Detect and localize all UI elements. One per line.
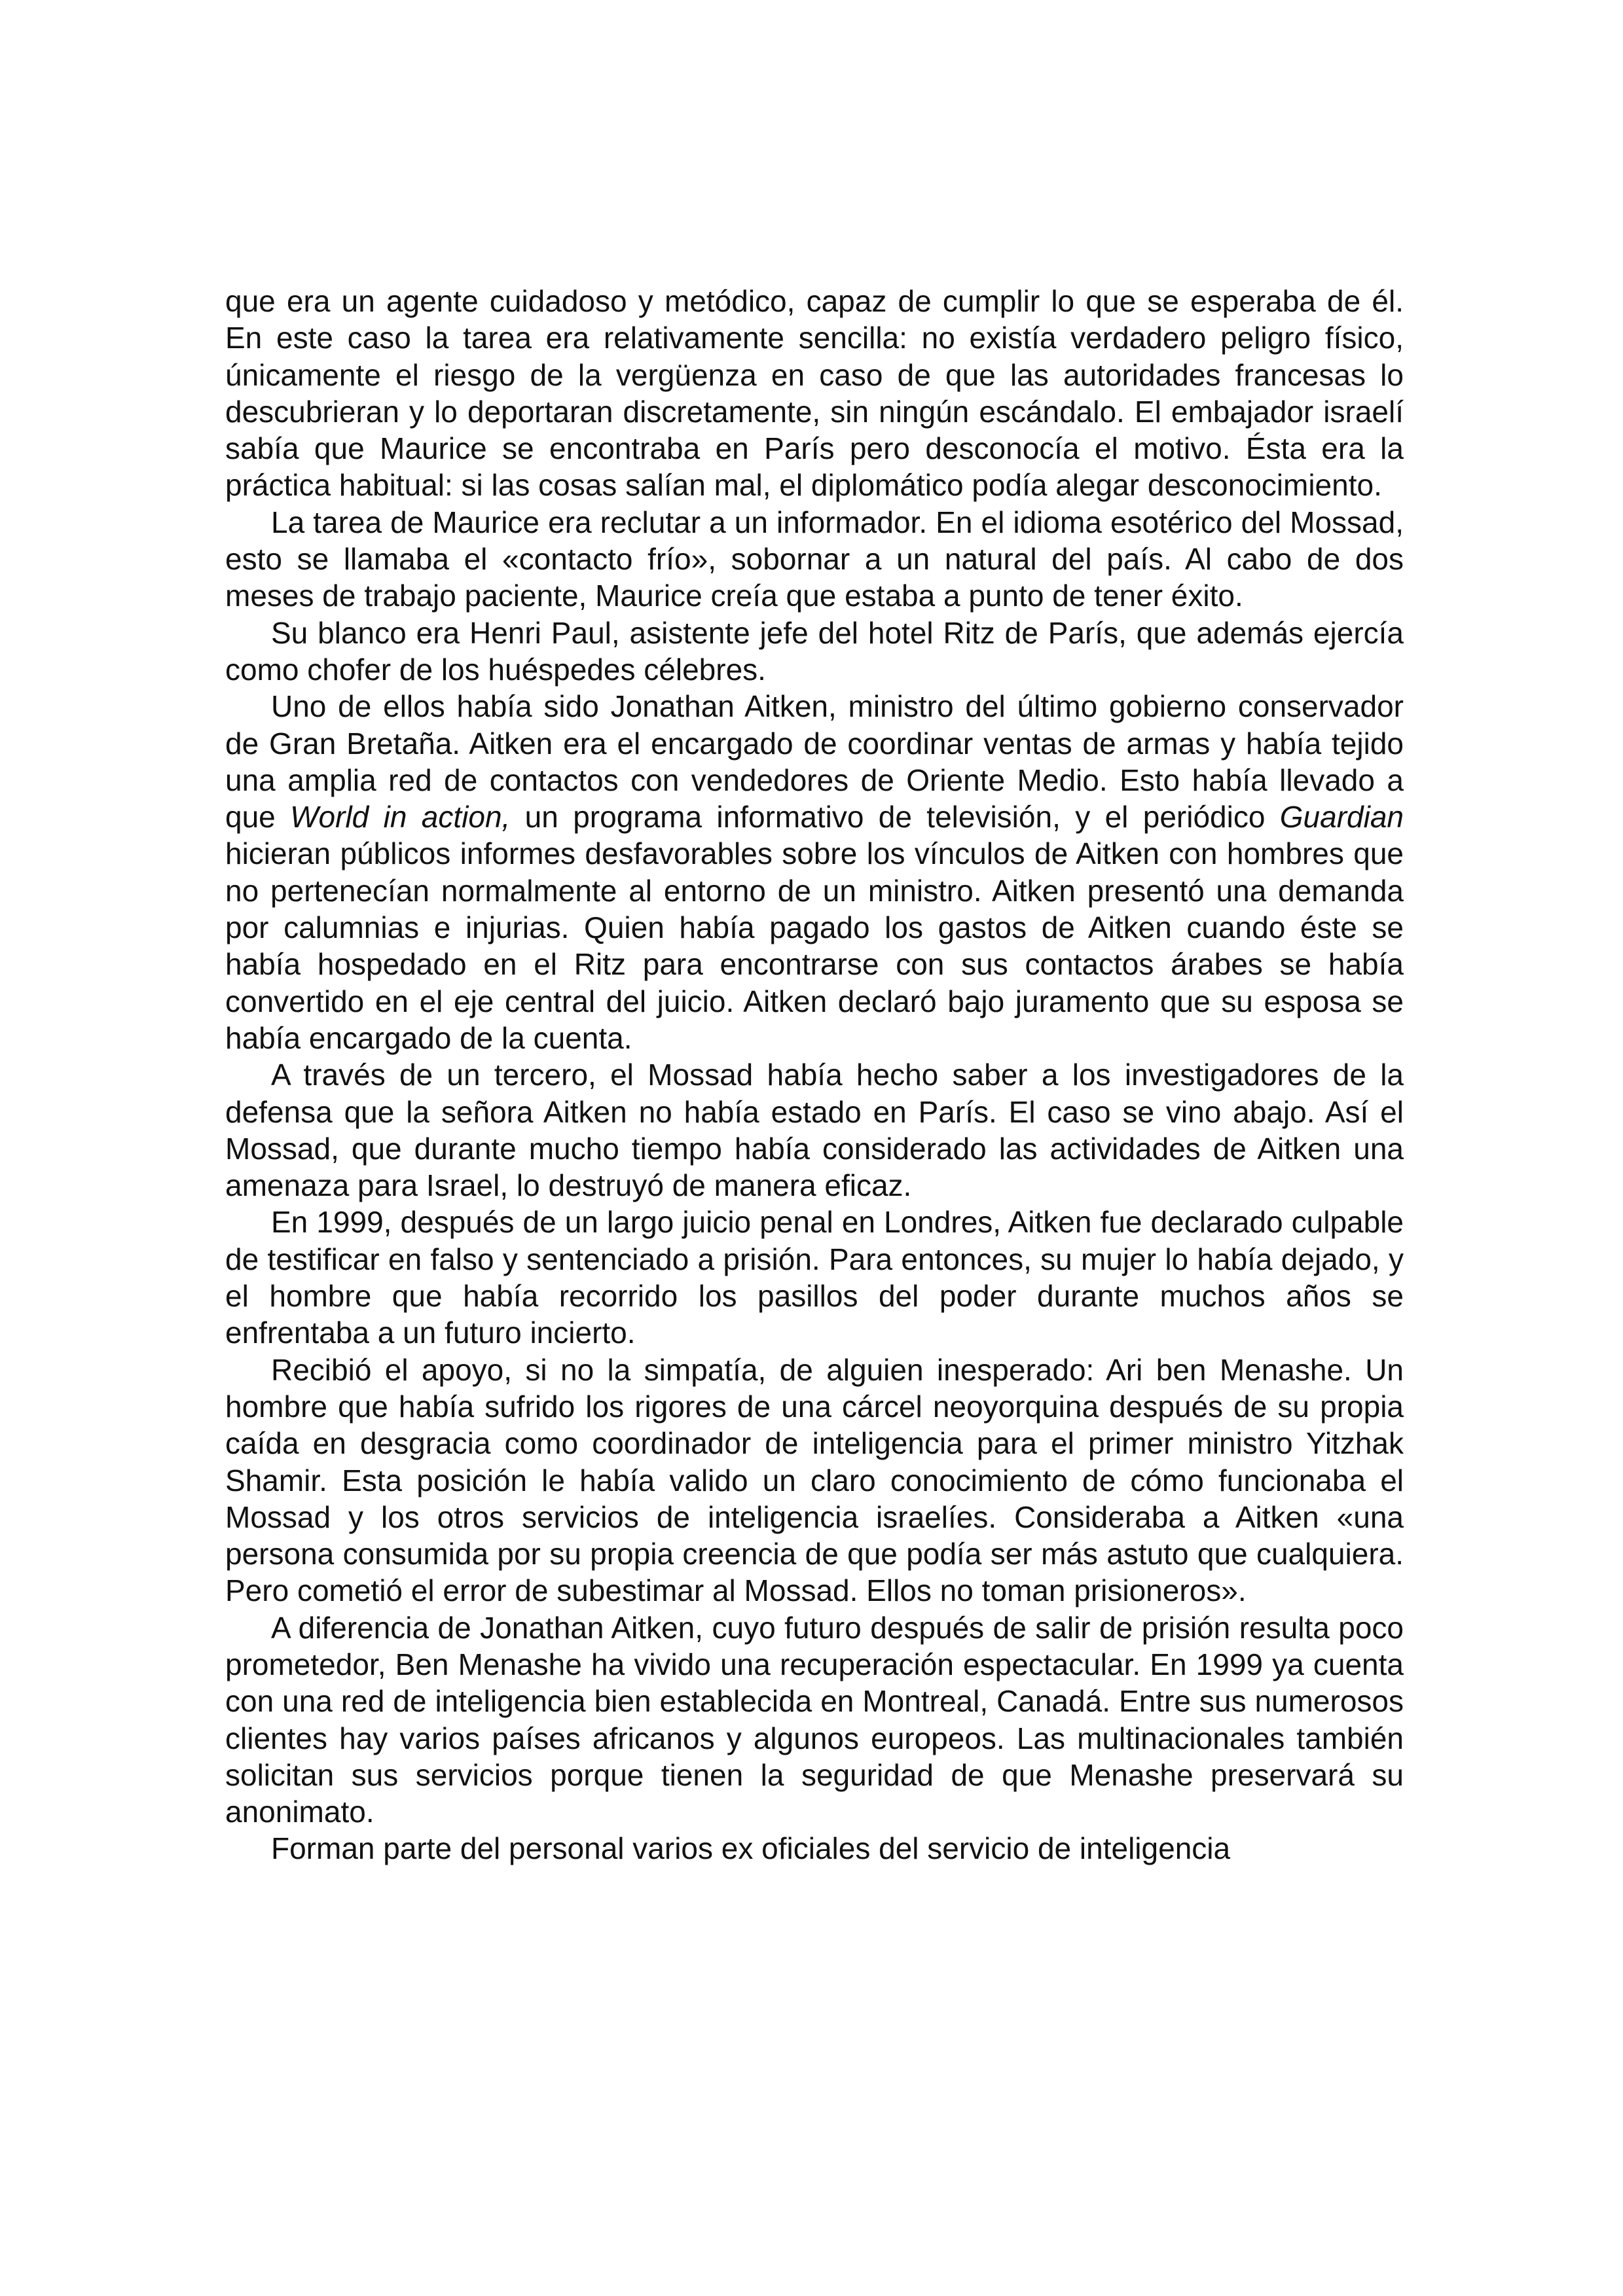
text-run: En 1999, después de un largo juicio penal en Londres, Aitken fue declarado culpable de testificar en falso y sentenciado a prisión. Para entonces, su mujer lo había dejado, y el hombre que había recorrido los pasillos del poder durante muchos años se enfrentaba a un futuro incierto. <box>225 1205 1404 1350</box>
italic-title: World in action, <box>290 800 511 834</box>
text-run: A diferencia de Jonathan Aitken, cuyo futuro después de salir de prisión resulta poco prometedor, Ben Menashe ha vivido una recuperación espectacular. En 1999 ya cuenta con una red de inteligencia bien establecida en Montreal, Canadá. Entre sus numerosos clientes hay varios países africanos y algunos europeos. Las multinacionales también solicitan sus servicios porque tienen la seguridad de que Menashe preservará su anonimato. <box>225 1610 1404 1829</box>
paragraph <box>225 1056 1404 1204</box>
text-run: Uno de ellos había sido Jonathan Aitken, ministro del último gobierno conservador de Gran Bretaña. Aitken era el encargado de coordinar ventas de armas y había tejido una amplia red de contactos con vendedores de Oriente Medio. Esto había llevado a que <box>225 689 1404 834</box>
text-run: Forman parte del personal varios ex oficiales del servicio de inteligencia <box>271 1831 1231 1866</box>
paragraph <box>225 688 1404 1056</box>
text-run: La tarea de Maurice era reclutar a un informador. En el idioma esotérico del Mossad, esto se llamaba el «contacto frío», sobornar a un natural del país. Al cabo de dos meses de trabajo paciente, Maurice creía que estaba a punto de tener éxito. <box>225 505 1404 613</box>
paragraph <box>225 504 1404 615</box>
paragraph <box>225 283 1404 504</box>
text-run: A través de un tercero, el Mossad había hecho saber a los investigadores de la defensa que la señora Aitken no había estado en París. El caso se vino abajo. Así el Mossad, que durante mucho tiempo había considerado las actividades de Aitken una amenaza para Israel, lo destruyó de manera eficaz. <box>225 1058 1404 1203</box>
paragraph <box>225 1609 1404 1831</box>
text-run: Su blanco era Henri Paul, asistente jefe del hotel Ritz de París, que además ejercía como chofer de los huéspedes célebres. <box>225 615 1404 687</box>
text-run: un programa informativo de televisión, y el periódico <box>510 800 1280 834</box>
paragraph <box>225 1352 1404 1609</box>
paragraph <box>225 1830 1404 1867</box>
text-run: Recibió el apoyo, si no la simpatía, de alguien inesperado: Ari ben Menashe. Un hombre que había sufrido los rigores de una cárcel neoyorquina después de su propia caída en desgracia como coordinador de inteligencia para el primer ministro Yitzhak Shamir. Esta posición le había valido un claro conocimiento de cómo funcionaba el Mossad y los otros servicios de inteligencia israelíes. Consideraba a Aitken «una persona consumida por su propia creencia de que podía ser más astuto que cualquiera. Pero cometió el error de subestimar al Mossad. Ellos no toman prisioneros». <box>225 1352 1404 1608</box>
paragraph <box>225 615 1404 689</box>
text-run: hicieran públicos informes desfavorables sobre los vínculos de Aitken con hombres que no pertenecían normalmente al entorno de un ministro. Aitken presentó una demanda por calumnias e injurias. Quien había pagado los gastos de Aitken cuando éste se había hospedado en el Ritz para encontrarse con sus contactos árabes se había convertido en el eje central del juicio. Aitken declaró bajo juramento que su esposa se había encargado de la cuenta. <box>225 836 1404 1055</box>
text-run: que era un agente cuidadoso y metódico, capaz de cumplir lo que se esperaba de él. En este caso la tarea era relativamente sencilla: no existía verdadero peligro físico, únicamente el riesgo de la vergüenza en caso de que las autoridades francesas lo descubrieran y lo deportaran discretamente, sin ningún escándalo. El embajador israelí sabía que Maurice se encontraba en París pero desconocía el motivo. Ésta era la práctica habitual: si las cosas salían mal, el diplomático podía alegar desconocimiento. <box>225 284 1404 503</box>
italic-title: Guardian <box>1279 800 1404 834</box>
paragraph <box>225 1204 1404 1351</box>
body-text <box>225 283 1404 1867</box>
